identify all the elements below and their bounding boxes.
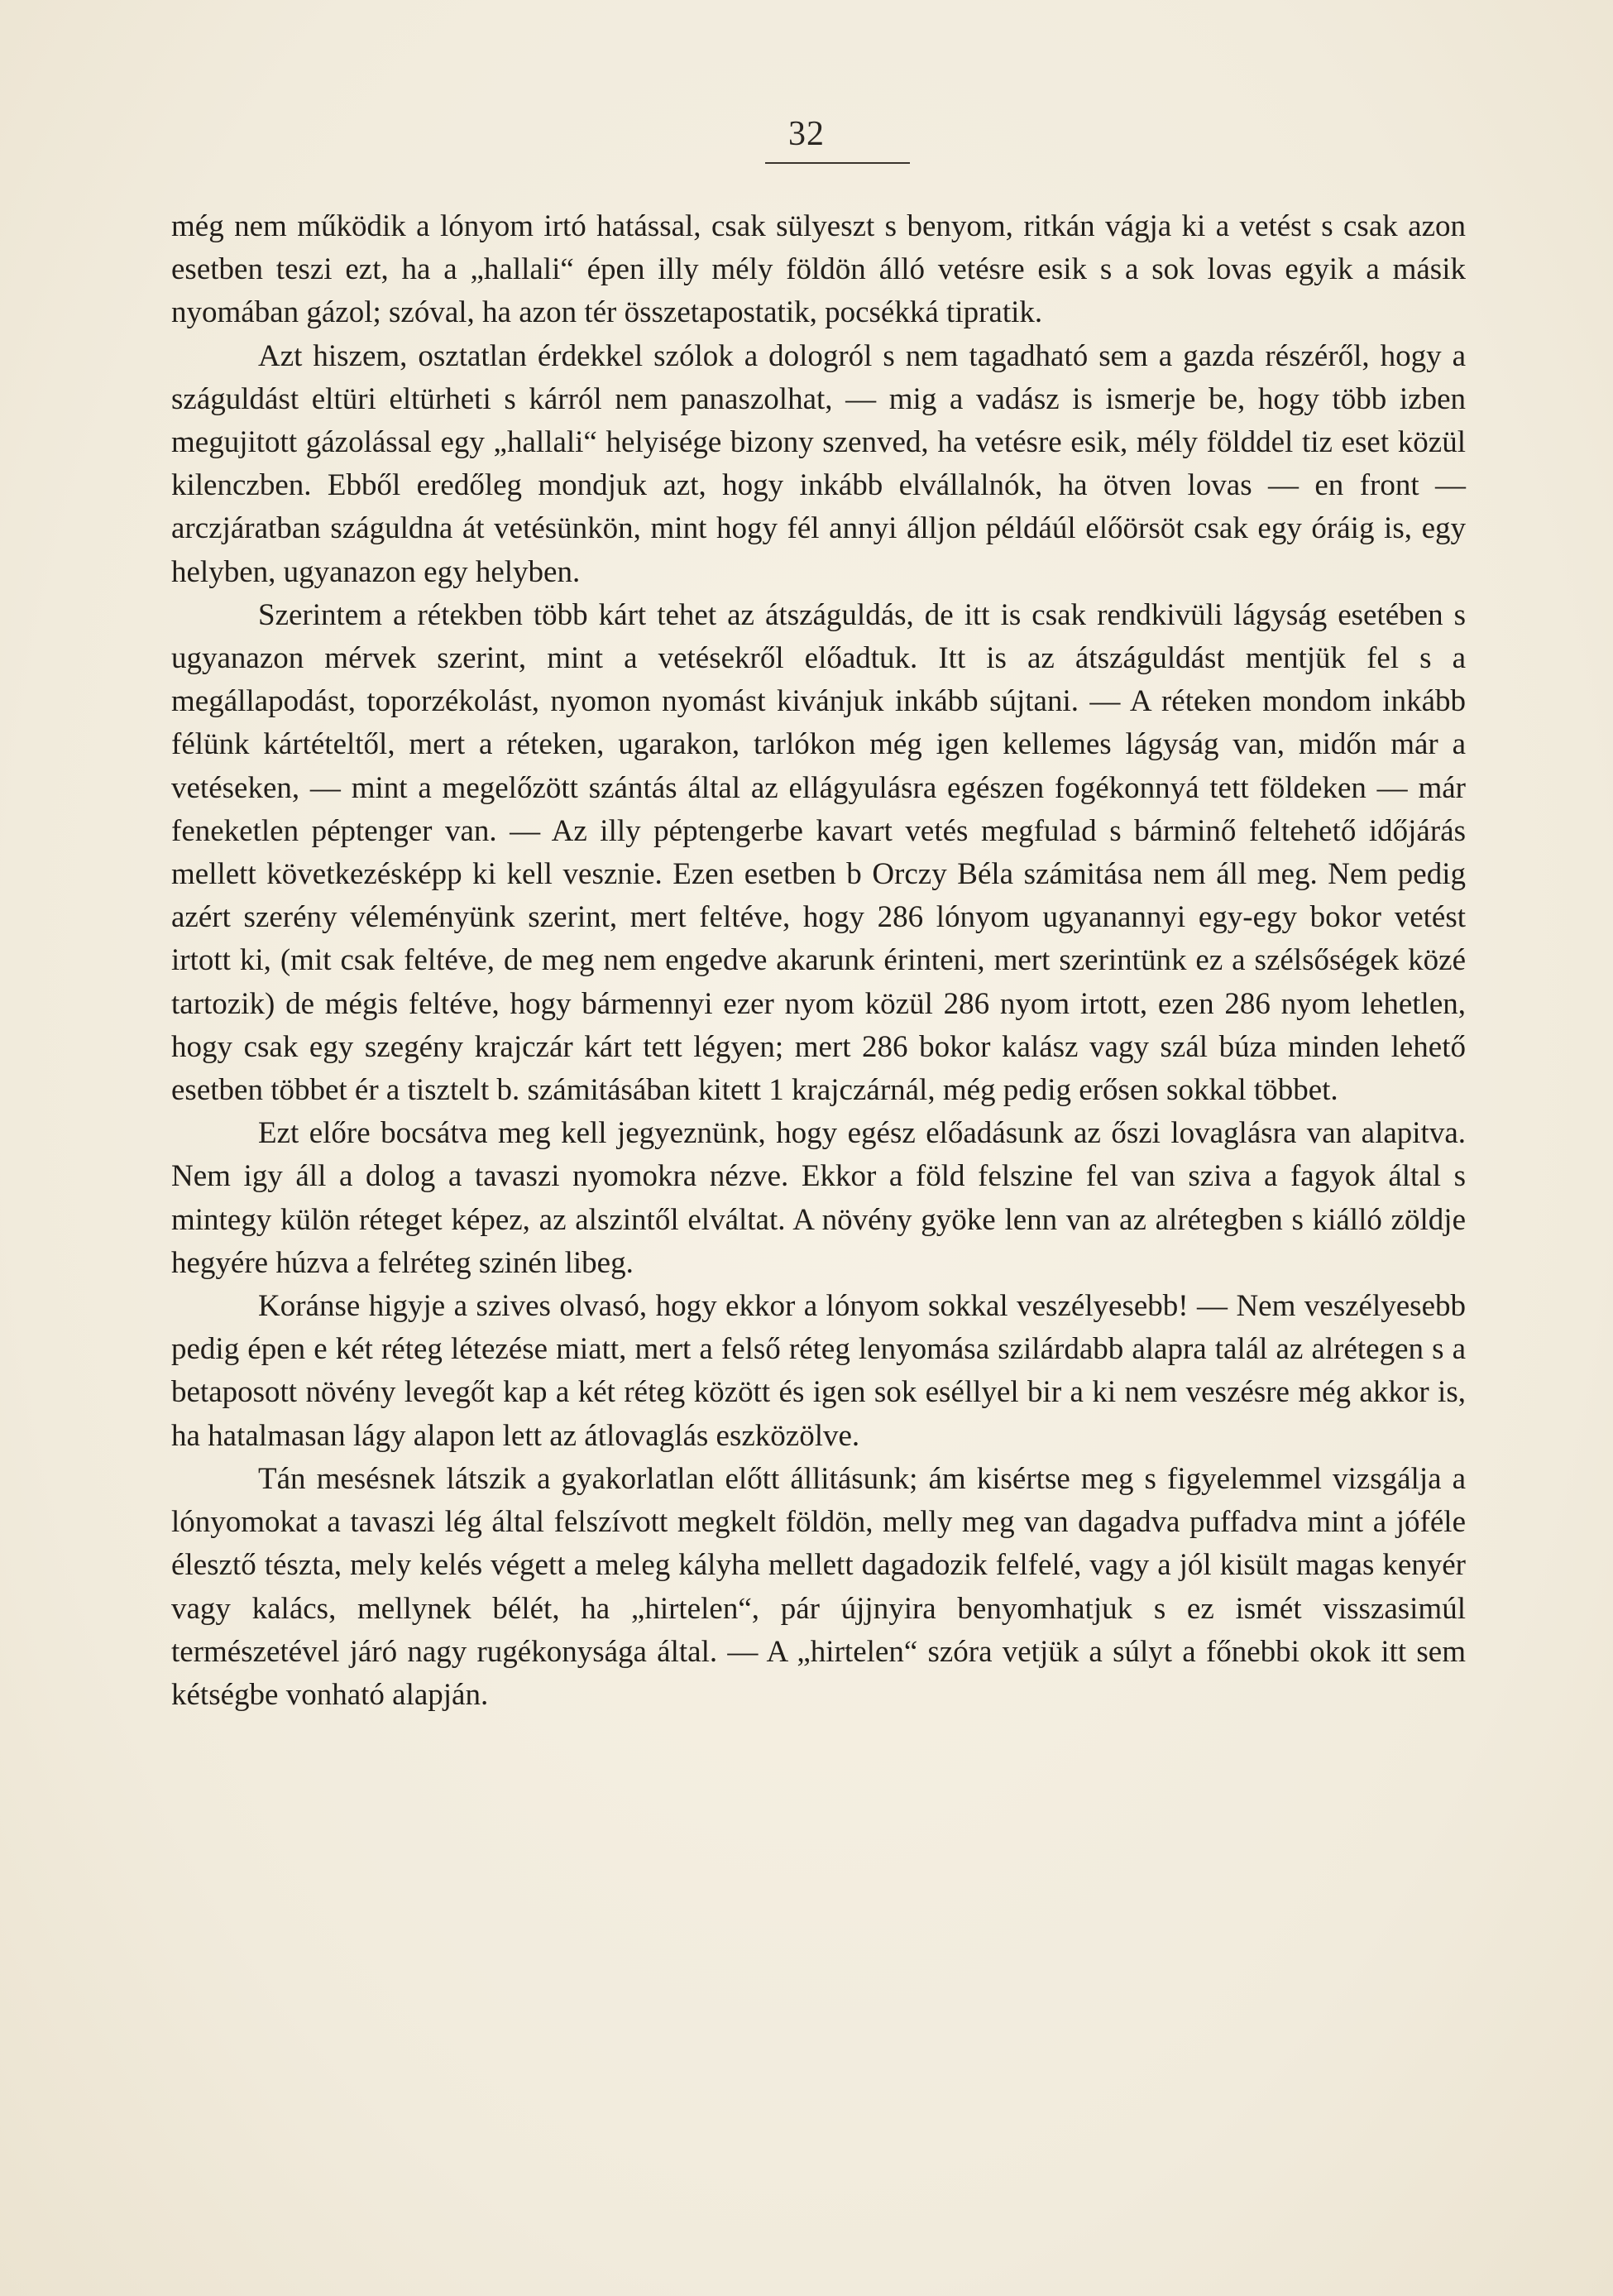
paragraph-2: Azt hiszem, osztatlan érdekkel szólok a dologról s nem tagadható sem a gazda részéről, hogy a száguldást eltüri eltürheti s kárról nem panaszolhat, — mig a vadász is ismerje be, hogy több izben megujitott gázolással egy „hallali“ helyisége bizony szenved, ha vetésre esik, mély földdel tiz eset közül kilenczben. Ebből eredőleg mondjuk azt, hogy inkább elvállalnók, ha ötven lovas — en front — arczjáratban száguldna át vetésünkön, mint hogy fél annyi álljon példáúl előörsöt csak egy óráig is, egy helyben, ugyanazon egy helyben. xyxy=(171,338,1466,589)
paragraph-3: Szerintem a rétekben több kárt tehet az átszáguldás, de itt is csak rendkivüli lágyság esetében s ugyanazon mérvek szerint, mint a vetésekről előadtuk. Itt is az átszáguldást mentjük fel s a megállapodást, toporzékolást, nyomon nyomást kivánjuk inkább sújtani. — A réteken mondom inkább félünk kártételtől, mert a réteken, ugarakon, tarlókon még igen kellemes lágyság van, midőn már a vetéseken, — mint a megelőzött szántás által az ellágyulásra egészen fogékonnyá tett földeken — már feneketlen péptenger van. — Az illy péptengerbe kavart vetés megfulad s bárminő feltehető időjárás mellett következésképp ki kell vesznie. Ezen esetben b Orczy Béla számitása nem áll meg. Nem pedig azért szerény véleményünk szerint, mert feltéve, hogy 286 lónyom ugyanannyi egy-egy bokor vetést irtott ki, (mit csak feltéve, de meg nem engedve akarunk érinteni, mert szerintünk ez a szélsőségek közé tartozik) de mégis feltéve, hogy bármennyi ezer nyom közül 286 nyom irtott, ezen 286 nyom lehetlen, hogy csak egy szegény krajczár kárt tett légyen; mert 286 bokor kalász vagy szál búza minden lehető esetben többet ér a tisztelt b. számitásában kitett 1 krajczárnál, még pedig erősen sokkal többet. xyxy=(171,597,1466,1108)
page-number-rule xyxy=(765,162,910,164)
page-number: 32 xyxy=(788,115,825,153)
body-text xyxy=(171,205,1466,1717)
paragraph-5: Koránse higyje a szives olvasó, hogy ekkor a lónyom sokkal veszélyesebb! — Nem veszélyesebb pedig épen e két réteg létezése miatt, mert a felső réteg lenyomása szilárdabb alapra talál az alrétegen s a betaposott növény levegőt kap a két réteg között és igen sok eséllyel bir a ki nem veszésre még akkor is, ha hatalmasan lágy alapon lett az átlovaglás eszközölve. xyxy=(171,1289,1466,1453)
paragraph-1: még nem működik a lónyom irtó hatással, csak sülyeszt s benyom, ritkán vágja ki a vetést s csak azon esetben teszi ezt, ha a „hallali“ épen illy mély földön álló vetésre esik s a sok lovas egyik a másik nyomában gázol; szóval, ha azon tér összetapostatik, pocsékká tipratik. xyxy=(171,209,1466,330)
paragraph-4: Ezt előre bocsátva meg kell jegyeznünk, hogy egész előadásunk az őszi lovaglásra van alapitva. Nem igy áll a dolog a tavaszi nyomokra nézve. Ekkor a föld felszine fel van sziva a fagyok által s mintegy külön réteget képez, az alszintől elváltat. A növény gyöke lenn van az alrétegben s kiálló zöldje hegyére húzva a felréteg szinén libeg. xyxy=(171,1116,1466,1280)
paragraph-6: Tán mesésnek látszik a gyakorlatlan előtt állitásunk; ám kisértse meg s figyelemmel vizsgálja a lónyomokat a tavaszi lég által felszívott megkelt földön, melly meg van dagadva puffadva mint a jóféle élesztő tészta, mely kelés végett a meleg kályha mellett dagadozik felfelé, vagy a jól kisült magas kenyér vagy kalács, mellynek bélét, ha „hirtelen“, pár újjnyira benyomhatjuk s ez ismét visszasimúl természetével járó nagy rugékonysága által. — A „hirtelen“ szóra vetjük a súlyt a főnebbi okok itt sem kétségbe vonható alapján. xyxy=(171,1461,1466,1712)
